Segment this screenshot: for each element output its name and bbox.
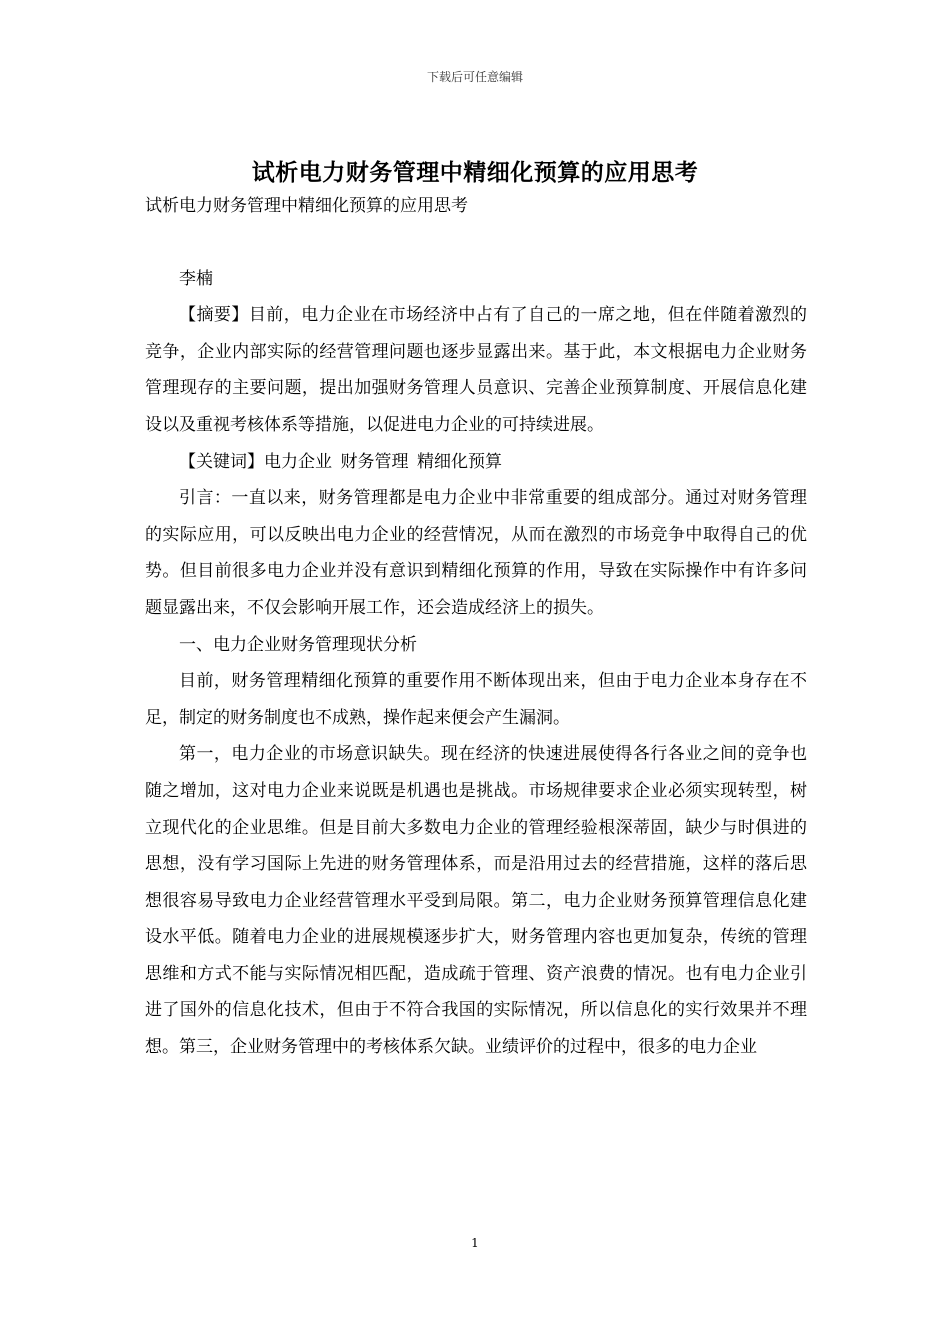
document-body <box>145 188 807 1066</box>
header-note: 下载后可任意编辑 <box>426 70 523 84</box>
keyword-item: 电力企业 <box>264 451 332 472</box>
keyword-item: 精细化预算 <box>417 451 502 472</box>
page-number: 1 <box>471 1236 479 1250</box>
subtitle: 试析电力财务管理中精细化预算的应用思考 <box>145 196 468 216</box>
document-title: 试析电力财务管理中精细化预算的应用思考 <box>251 159 699 186</box>
intro-paragraph: 引言：一直以来，财务管理都是电力企业中非常重要的组成部分。通过对财务管理的实际应用，可以反映出电力企业的经营情况，从而在激烈的市场竞争中取得自己的优势。但目前很多电力企业并没有意识到精细化预算的作用，导致在实际操作中有许多问题显露出来，不仅会影响开展工作，还会造成经济上的损失。 <box>145 488 807 618</box>
section-heading: 一、电力企业财务管理现状分析 <box>179 634 417 655</box>
keywords-label: 【关键词】 <box>179 451 264 472</box>
body-paragraph: 第一，电力企业的市场意识缺失。现在经济的快速进展使得各行各业之间的竞争也随之增加，这对电力企业来说既是机遇也是挑战。市场规律要求企业必须实现转型，树立现代化的企业思维。但是目前大多数电力企业的管理经验根深蒂固，缺少与时俱进的思想，没有学习国际上先进的财务管理体系，而是沿用过去的经营措施，这样的落后思想很容易导致电力企业经营管理水平受到局限。第二，电力企业财务预算管理信息化建设水平低。随着电力企业的进展规模逐步扩大，财务管理内容也更加复杂，传统的管理思维和方式不能与实际情况相匹配，造成疏于管理、资产浪费的情况。也有电力企业引进了国外的信息化技术，但由于不符合我国的实际情况，所以信息化的实行效果并不理想。第三，企业财务管理中的考核体系欠缺。业绩评价的过程中，很多的电力企业 <box>145 744 807 1058</box>
author: 李楠 <box>179 268 213 289</box>
keywords-line <box>145 444 807 481</box>
body-paragraph: 目前，财务管理精细化预算的重要作用不断体现出来，但由于电力企业本身存在不足，制定的财务制度也不成熟，操作起来便会产生漏洞。 <box>145 671 807 728</box>
keyword-item: 财务管理 <box>340 451 409 472</box>
spacer <box>145 225 807 261</box>
abstract-paragraph: 【摘要】目前，电力企业在市场经济中占有了自己的一席之地，但在伴随着激烈的竞争，企业内部实际的经营管理问题也逐步显露出来。基于此，本文根据电力企业财务管理现存的主要问题，提出加强财务管理人员意识、完善企业预算制度、开展信息化建设以及重视考核体系等措施，以促进电力企业的可持续进展。 <box>145 305 807 435</box>
